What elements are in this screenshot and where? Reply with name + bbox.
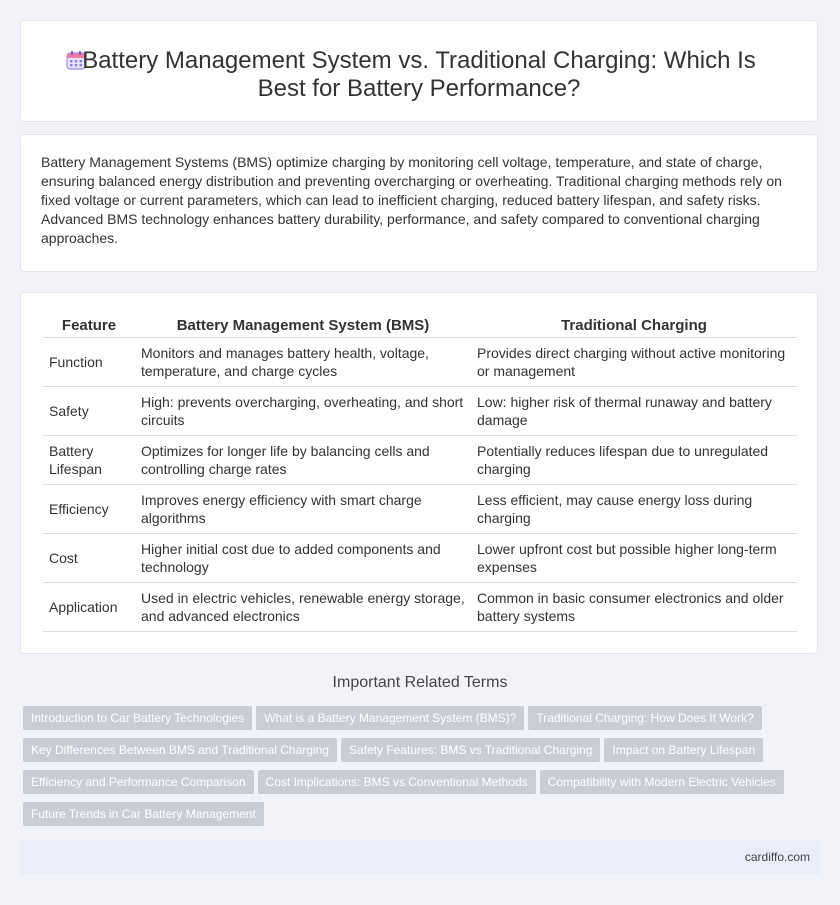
table-row: [43, 387, 797, 436]
comparison-table-card: [20, 292, 818, 654]
page-title: Battery Management System vs. Traditional Charging: Which Is Best for Battery Performance?: [82, 47, 756, 102]
table-cell-traditional: Common in basic consumer electronics and older battery systems: [471, 583, 797, 632]
related-term-tag[interactable]: Efficiency and Performance Comparison: [23, 770, 254, 794]
table-cell-traditional: Less efficient, may cause energy loss during charging: [471, 485, 797, 534]
table-cell-feature: Cost: [43, 534, 135, 583]
table-row: [43, 583, 797, 632]
related-term-tag[interactable]: Traditional Charging: How Does It Work?: [528, 706, 761, 730]
related-term-tag[interactable]: Compatibility with Modern Electric Vehicles: [540, 770, 784, 794]
table-row: [43, 534, 797, 583]
table-cell-feature: Efficiency: [43, 485, 135, 534]
table-cell-bms: Monitors and manages battery health, voltage, temperature, and charge cycles: [135, 338, 471, 387]
footer-site-link[interactable]: cardiffo.com: [744, 850, 810, 864]
table-row: [43, 338, 797, 387]
table-header-row: [43, 315, 797, 338]
comparison-table: [43, 315, 797, 632]
header-traditional: Traditional Charging: [471, 315, 797, 338]
summary-paragraph: Battery Management Systems (BMS) optimize charging by monitoring cell voltage, temperature, and state of charge, ensuring balanced energy distribution and preventing overcharging or overheating. Traditional charging methods rely on fixed voltage or current parameters, which can lead to inefficient charging, reduced battery lifespan, and safety risks. Advanced BMS technology enhances battery durability, performance, and safety compared to conventional charging approaches.: [41, 154, 782, 246]
related-terms-list: [23, 706, 823, 834]
table-cell-bms: Used in electric vehicles, renewable energy storage, and advanced electronics: [135, 583, 471, 632]
table-cell-traditional: Low: higher risk of thermal runaway and battery damage: [471, 387, 797, 436]
related-term-tag[interactable]: Future Trends in Car Battery Management: [23, 802, 264, 826]
table-cell-traditional: Provides direct charging without active monitoring or management: [471, 338, 797, 387]
table-row: [43, 485, 797, 534]
table-cell-bms: Optimizes for longer life by balancing cells and controlling charge rates: [135, 436, 471, 485]
related-terms-title: Important Related Terms: [332, 674, 508, 691]
table-cell-bms: Higher initial cost due to added components and technology: [135, 534, 471, 583]
table-cell-bms: High: prevents overcharging, overheating, and short circuits: [135, 387, 471, 436]
table-row: [43, 436, 797, 485]
header-feature: Feature: [43, 315, 135, 338]
related-term-tag[interactable]: What is a Battery Management System (BMS)?: [256, 706, 524, 730]
table-cell-traditional: Lower upfront cost but possible higher long-term expenses: [471, 534, 797, 583]
header-bms: Battery Management System (BMS): [135, 315, 471, 338]
table-cell-traditional: Potentially reduces lifespan due to unregulated charging: [471, 436, 797, 485]
table-cell-feature: Function: [43, 338, 135, 387]
related-term-tag[interactable]: Impact on Battery Lifespan: [604, 738, 763, 762]
related-term-tag[interactable]: Safety Features: BMS vs Traditional Charging: [341, 738, 600, 762]
related-term-tag[interactable]: Cost Implications: BMS vs Conventional Methods: [258, 770, 536, 794]
table-cell-feature: Application: [43, 583, 135, 632]
related-term-tag[interactable]: Key Differences Between BMS and Traditional Charging: [23, 738, 337, 762]
related-term-tag[interactable]: Introduction to Car Battery Technologies: [23, 706, 252, 730]
table-cell-bms: Improves energy efficiency with smart charge algorithms: [135, 485, 471, 534]
table-cell-feature: Safety: [43, 387, 135, 436]
summary-card: [20, 134, 818, 272]
footer: [20, 840, 820, 874]
table-cell-feature: Battery Lifespan: [43, 436, 135, 485]
title-card: [20, 20, 818, 122]
